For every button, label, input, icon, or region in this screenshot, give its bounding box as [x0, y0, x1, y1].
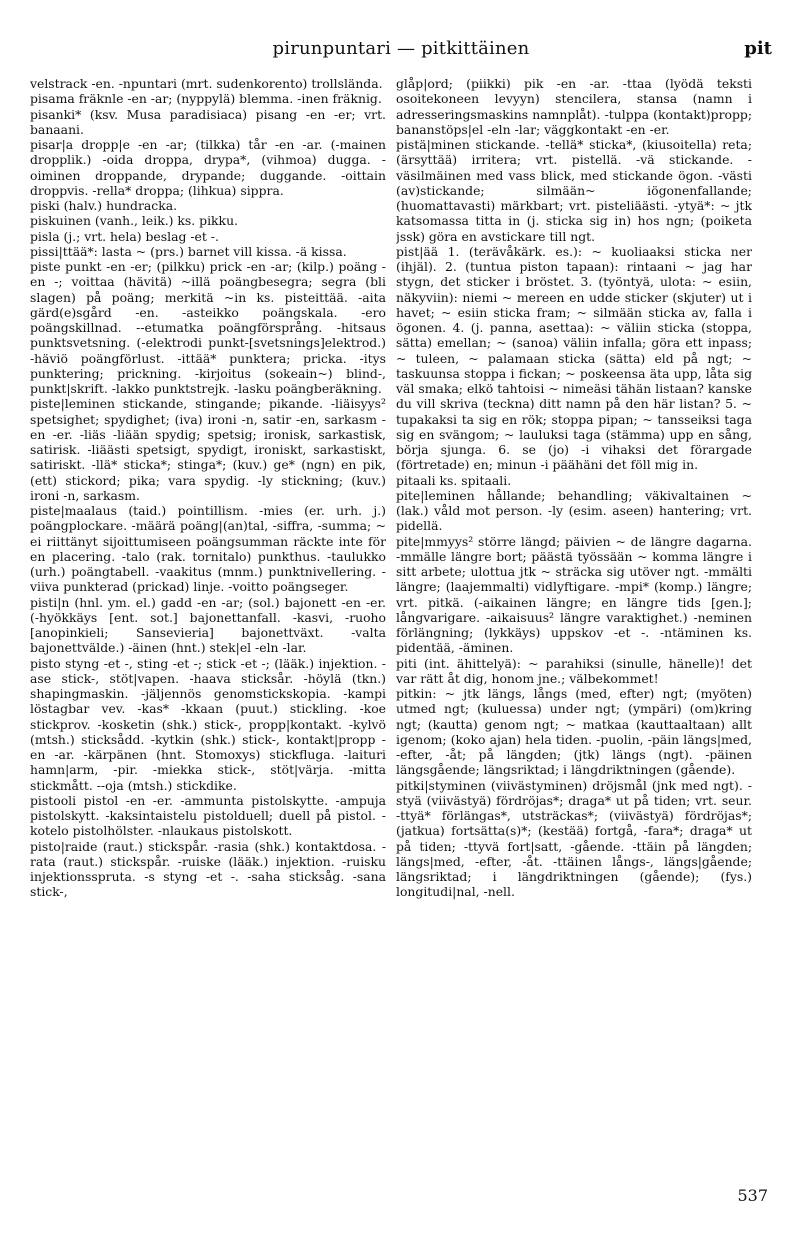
dictionary-entry: pite|leminen hållande; behandling; väkivaltainen ~ (lak.) våld mot person. -ly (esim. aseen) hantering; vrt. pidellä. — [396, 487, 752, 534]
dictionary-entry: pisar|a dropp|e -en -ar; (tilkka) tår -en -ar. (-mainen dropplik.) -oida droppa, drypa*, (vihmoa) dugga. -oiminen droppande, drypande; duggande. -oittain droppvis. -rella* droppa; (lihkua) sippra. — [30, 137, 386, 198]
dictionary-entry: pisti|n (hnl. ym. el.) gadd -en -ar; (sol.) bajonett -en -er. (-hyökkäys [ent. sot.] bajonettanfall. -kasvi, -ruoho [anopinkieli; Sansevieria] bajonettväxt. -valta bajonettvälde.) -äinen (hnt.) stek|el -eln -lar. — [30, 594, 386, 656]
dictionary-entry: piste|leminen stickande, stingande; pikande. -liäisyys² spetsighet; spydighet; (iva) ironi -n, satir -en, sarkasm -en -er. -liäs -liään spydig; spetsig; ironisk, sarkastisk, satirisk. -liäästi spetsigt, spydigt, ironiskt, sarkastiskt, satiriskt. -llä* sticka*; stinga*; (kuv.) ge* (ngn) en pik, (ett) stickord; pika; vara spydig. -ly stickning; (kuv.) ironi -n, sarkasm. — [30, 396, 386, 503]
dictionary-entry: piski (halv.) hundracka. — [30, 198, 178, 213]
dictionary-entry: velstrack -en. -npuntari (mrt. sudenkorento) trollslända. — [30, 76, 383, 91]
running-header — [30, 38, 772, 74]
dictionary-entry: pissi|ttää*: lasta ~ (prs.) barnet vill kissa. -ä kissa. — [30, 243, 347, 259]
guide-word: pit — [744, 38, 772, 59]
dictionary-entry: pisama fräknle -en -ar; (nyppylä) blemma. -inen fräknig. — [30, 91, 382, 107]
dictionary-entry: pistä|minen stickande. -tellä* sticka*, (kiusoitella) reta; (ärsyttää) irritera; vrt. pistellä. -vä stickande. -väsilmäinen med vass blick, med stickande ögon. -västi (av)stickande; silmään~ iögonenfallande; (huomattavasti) märkbart; vrt. pisteliäästi. -ytyä*: ~ jtk katsomassa titta in (j. sticka sig in) hos ngn; (poiketa jssk) göra en avstickare till ngt. — [396, 137, 752, 244]
dictionary-entry: pite|mmyys² större längd; päivien ~ de längre dagarna. -mmälle längre bort; päästä työssään ~ komma längre i sitt arbete; ulottua jtk ~ sträcka sig utöver ngt. -mmälti längre; (laajemmalti) vidlyftigare. -mpi* (komp.) längre; vrt. pitkä. (-aikainen längre; en längre tids [gen.]; långvarigare. -aikaisuus² längre varaktighet.) -neminen förlängning; (lykkäys) uppskov -et -. -ntäminen ks. pidentää, -äminen. — [396, 533, 752, 656]
page-number: 537 — [737, 1186, 768, 1205]
dictionary-entry: pisto styng -et -, sting -et -; stick -et -; (lääk.) injektion. -ase stick-, stöt|vapen. -haava sticksår. -höylä (tkn.) shapingmaskin. -jäljennös genomstickskopia. -kampi löstagbar vev. -kas* -kkaan (puut.) stickling. -koe stickprov. -kosketin (shk.) stick-, propp|kontakt. -kylvö (mtsh.) sticksådd. -kytkin (shk.) stick-, kontakt|propp -en -ar. -kärpänen (hnt. Stomoxys) stickfluga. -laituri hamn|arm, -pir. -miekka stick-, stöt|värja. -mitta stickmått. --oja (mtsh.) stickdike. — [30, 655, 386, 793]
dictionary-entry: pisto|raide (raut.) stickspår. -rasia (shk.) kontaktdosa. -rata (raut.) stickspår. -ruiske (lääk.) injektion. -ruisku injektionsspruta. -s styng -et -. -saha sticksåg. -sana stick-, — [30, 838, 386, 900]
dictionary-entry: piste punkt -en -er; (pilkku) prick -en -ar; (kilp.) poäng -en -; voittaa (hävitä) ~illä poängbesegra; segra (bli slagen) på poäng; merkitä ~in ks. pisteittää. -aita gärd(e)sgård -en. -asteikko poängskala. -ero poängskillnad. --etumatka poängförsprång. -hitsaus punktsvetsning. (-elektrodi punkt-[svetsnings]elektrod.) -häviö poängförlust. -ittää* punktera; pricka. -itys punktering; prickning. -kirjoitus (sokeain~) blind-, punkt|skrift. -lakko punktstrejk. -lasku poängberäkning. — [30, 259, 386, 396]
left-column — [30, 76, 386, 1186]
right-column — [396, 76, 752, 1186]
dictionary-entry: piskuinen (vanh., leik.) ks. pikku. — [30, 213, 238, 229]
dictionary-entry: pisanki* (ksv. Musa paradisiaca) pisang -en -er; vrt. banaani. — [30, 106, 386, 137]
dictionary-entry: pitki|styminen (viivästyminen) dröjsmål (jnk med ngt). -styä (viivästyä) fördröjas*; draga* ut på tiden; vrt. seur. -ttyä* förlängas*, utsträckas*; (viivästyä) fördröjas*; (jatkua) fortsätta(s)*; (kestää) fortgå, -fara*; draga* ut på tiden; -ttyvä fort|satt, -gående. -ttäin på längden; längs|med, -efter, -åt. -ttäinen långs-, längs|gående; längsriktad; i längdriktningen (gående); (fys.) longitudi|nal, -nell. — [396, 777, 752, 900]
dictionary-entry: pistooli pistol -en -er. -ammunta pistolskytte. -ampuja pistolskytt. -kaksintaistelu pistolduell; duell på pistol. -kotelo pistolhölster. -nlaukaus pistolskott. — [30, 792, 386, 839]
dictionary-entry: piti (int. ähittelyä): ~ parahiksi (sinulle, hänelle)! det var rätt åt dig, honom jne.; välbekommet! — [396, 655, 752, 686]
dictionary-entry: pitkin: ~ jtk längs, långs (med, efter) ngt; (myöten) utmed ngt; (kuluessa) under ngt; (ympäri) (om)kring ngt; (kautta) genom ngt; ~ matkaa (kauttaaltaan) allt igenom; (koko ajan) hela tiden. -puolin, -päin längs|med, -efter, -åt; på längden; (jtk) längs (ngt). -päinen längsgående; längsriktad; i längdriktningen (gående). — [396, 686, 752, 778]
dictionary-entry: pist|ää 1. (terävåkärk. es.): ~ kuoliaaksi sticka ner (ihjäl). 2. (tuntua piston tapaan): rintaani ~ jag har stygn, det sticker i bröstet. 3. (työntyä, ulota: ~ esiin, näkyviin): niemi ~ mereen en udde sticker (skjuter) ut i havet; ~ esiin sticka fram; ~ silmään sticka av, falla i ögonen. 4. (j. panna, asettaa): ~ väliin sticka (stoppa, sätta) emellan; ~ (sanoa) väliin infalla; göra ett inpass; ~ tuleen, ~ palamaan sticka (sätta) eld på ngt; ~ taskuunsa stoppa i fickan; ~ poskeensa äta upp, låta sig väl smaka; elkö tahtoisi ~ nimeäsi tähän listaan? kanske du vill skriva (teckna) ditt namn på den här listan? 5. ~ tupakaksi ta sig en rök; stoppa pipan; ~ tansseiksi taga sig en svängom; ~ lauluksi taga (stämma) upp en sång, börja sjunga. 6. se (jo) -i vihaksi det förargade (förtretade) en; minun -i päähäni det föll mig in. — [396, 243, 752, 473]
dictionary-entry: pitaali ks. spitaali. — [396, 472, 512, 488]
dictionary-entry: glåp|ord; (piikki) pik -en -ar. -ttaa (lyödä teksti osoitekoneen levyyn) stencilera, stansa (namn i adresseringsmaskins namnplåt). -tulppa (kontakt)propp; bananstöps|el -eln -lar; väggkontakt -en -er. — [396, 76, 752, 137]
dictionary-entry: piste|maalaus (taid.) pointillism. -mies (er. urh. j.) poängplockare. -määrä poäng|(an)tal, -siffra, -summa; ~ ei riittänyt sijoittumiseen poängsumman räckte inte för en placering. -talo (rak. tornitalo) punkthus. -taulukko (urh.) poängtabell. -vaakitus (mnm.) punktnivellering. -viiva punkterad (prickad) linje. -voitto poängseger. — [30, 503, 386, 595]
dictionary-entry: pisla (j.; vrt. hela) beslag -et -. — [30, 228, 219, 244]
running-title: pirunpuntari — pitkittäinen — [272, 38, 530, 59]
